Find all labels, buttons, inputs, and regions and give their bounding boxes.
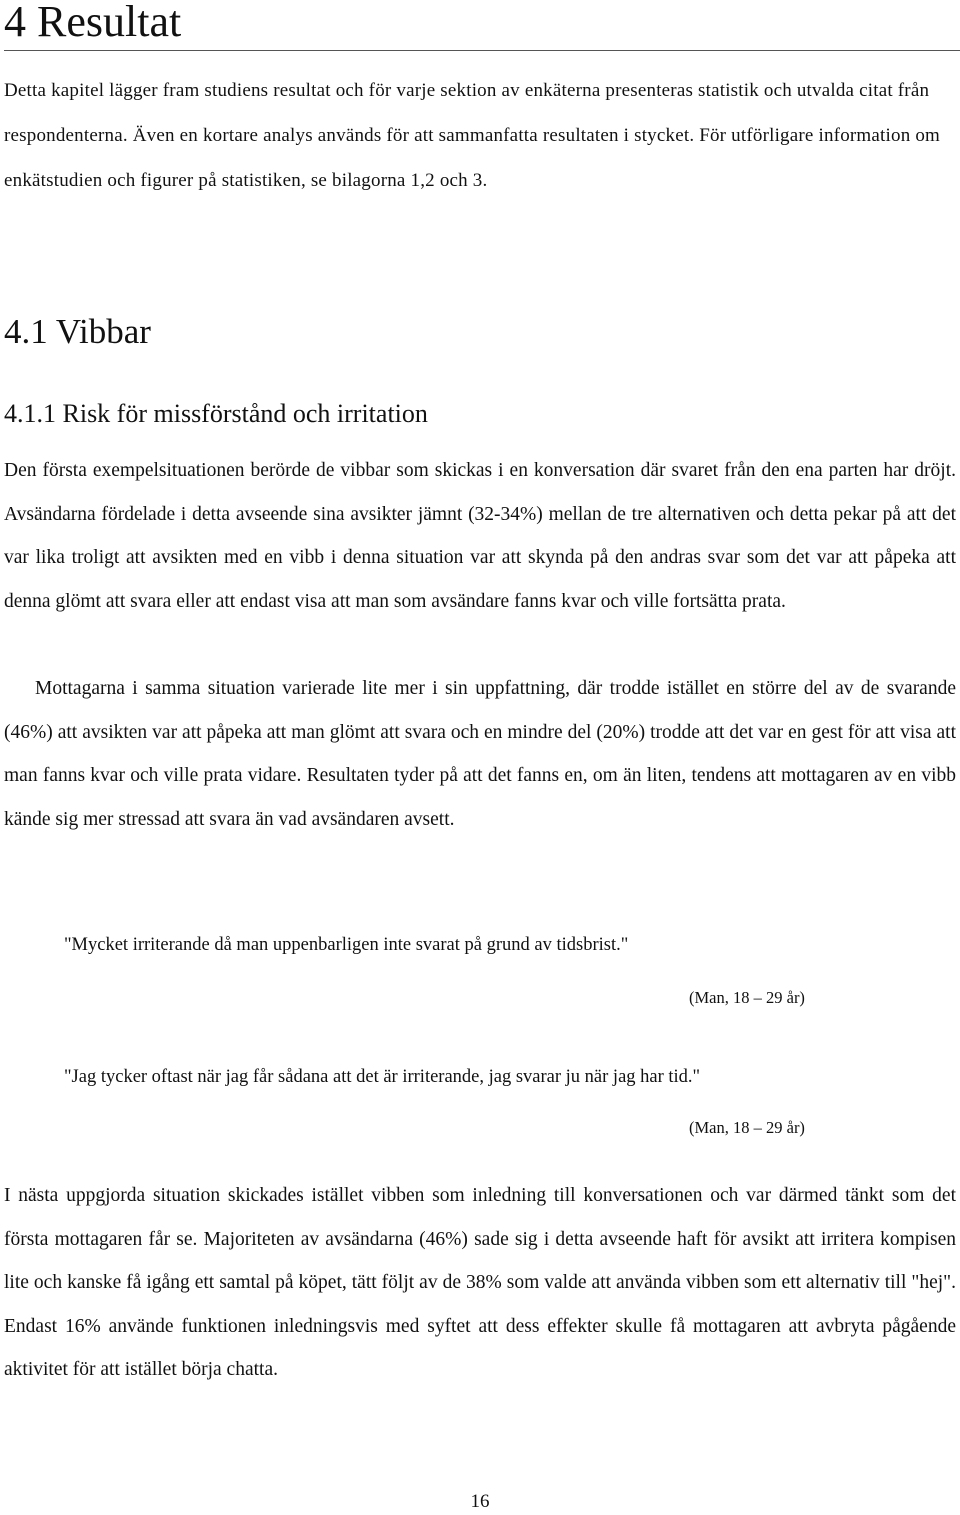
chapter-heading: 4 Resultat [4, 0, 960, 51]
quote-attribution-1: (Man, 18 – 29 år) [689, 988, 805, 1007]
quote-attribution-2: (Man, 18 – 29 år) [689, 1118, 805, 1137]
body-paragraph-3: I nästa uppgjorda situation skickades istället vibben som inledning till konversationen och var därmed tänkt som det första mottagaren får se. Majoriteten av avsändarna (46%) sade sig i detta avseende haft för avsikt att irritera kompisen lite och kanske få igång ett samtal på köpet, tätt följt av de 38% som valde att använda vibben som ett alternativ till "hej". Endast 16% använde funktionen inledningsvis med syftet att dess effekter skulle få mottagaren att avbryta pågående aktivitet för att istället börja chatta. [4, 1185, 956, 1381]
body-paragraph-1: Den första exempelsituationen berörde de vibbar som skickas i en konversation där svaret från den ena parten har dröjt. Avsändarna fördelade i detta avseende sina avsikter jämnt (32-34%) mellan de tre alternativen och detta pekar på att det var lika troligt att avsikten med en vibb i denna situation var att skynda på den andras svar som det var att påpeka att denna glömt att svara eller att endast visa att man som avsändare fanns kvar och ville fortsätta prata. [4, 460, 956, 612]
respondent-quote-1: "Mycket irriterande då man uppenbarligen inte svarat på grund av tidsbrist." [64, 935, 629, 955]
page-number: 16 [470, 1491, 490, 1512]
body-paragraph-2: Mottagarna i samma situation varierade lite mer i sin uppfattning, där trodde istället en större del av de svarande (46%) att avsikten var att påpeka att man glömt att svara och en mindre del (20%) trodde att det var en gest för att visa att man fanns kvar och ville prata vidare. Resultaten tyder på att det fanns en, om än liten, tendens att mottagaren av en vibb kände sig mer stressad att svara än vad avsändaren avsett. [4, 678, 956, 830]
subsection-heading: 4.1.1 Risk för missförstånd och irritation [4, 399, 428, 428]
chapter-intro-paragraph: Detta kapitel lägger fram studiens resultat och för varje sektion av enkäterna presenteras statistik och utvalda citat från respondenterna. Även en kortare analys används för att sammanfatta resultaten i stycket. För utförligare information om enkätstudien och figurer på statistiken, se bilagorna 1,2 och 3. [4, 80, 941, 191]
respondent-quote-2: "Jag tycker oftast när jag får sådana att det är irriterande, jag svarar ju när jag har tid." [64, 1067, 701, 1087]
section-heading: 4.1 Vibbar [4, 312, 151, 351]
